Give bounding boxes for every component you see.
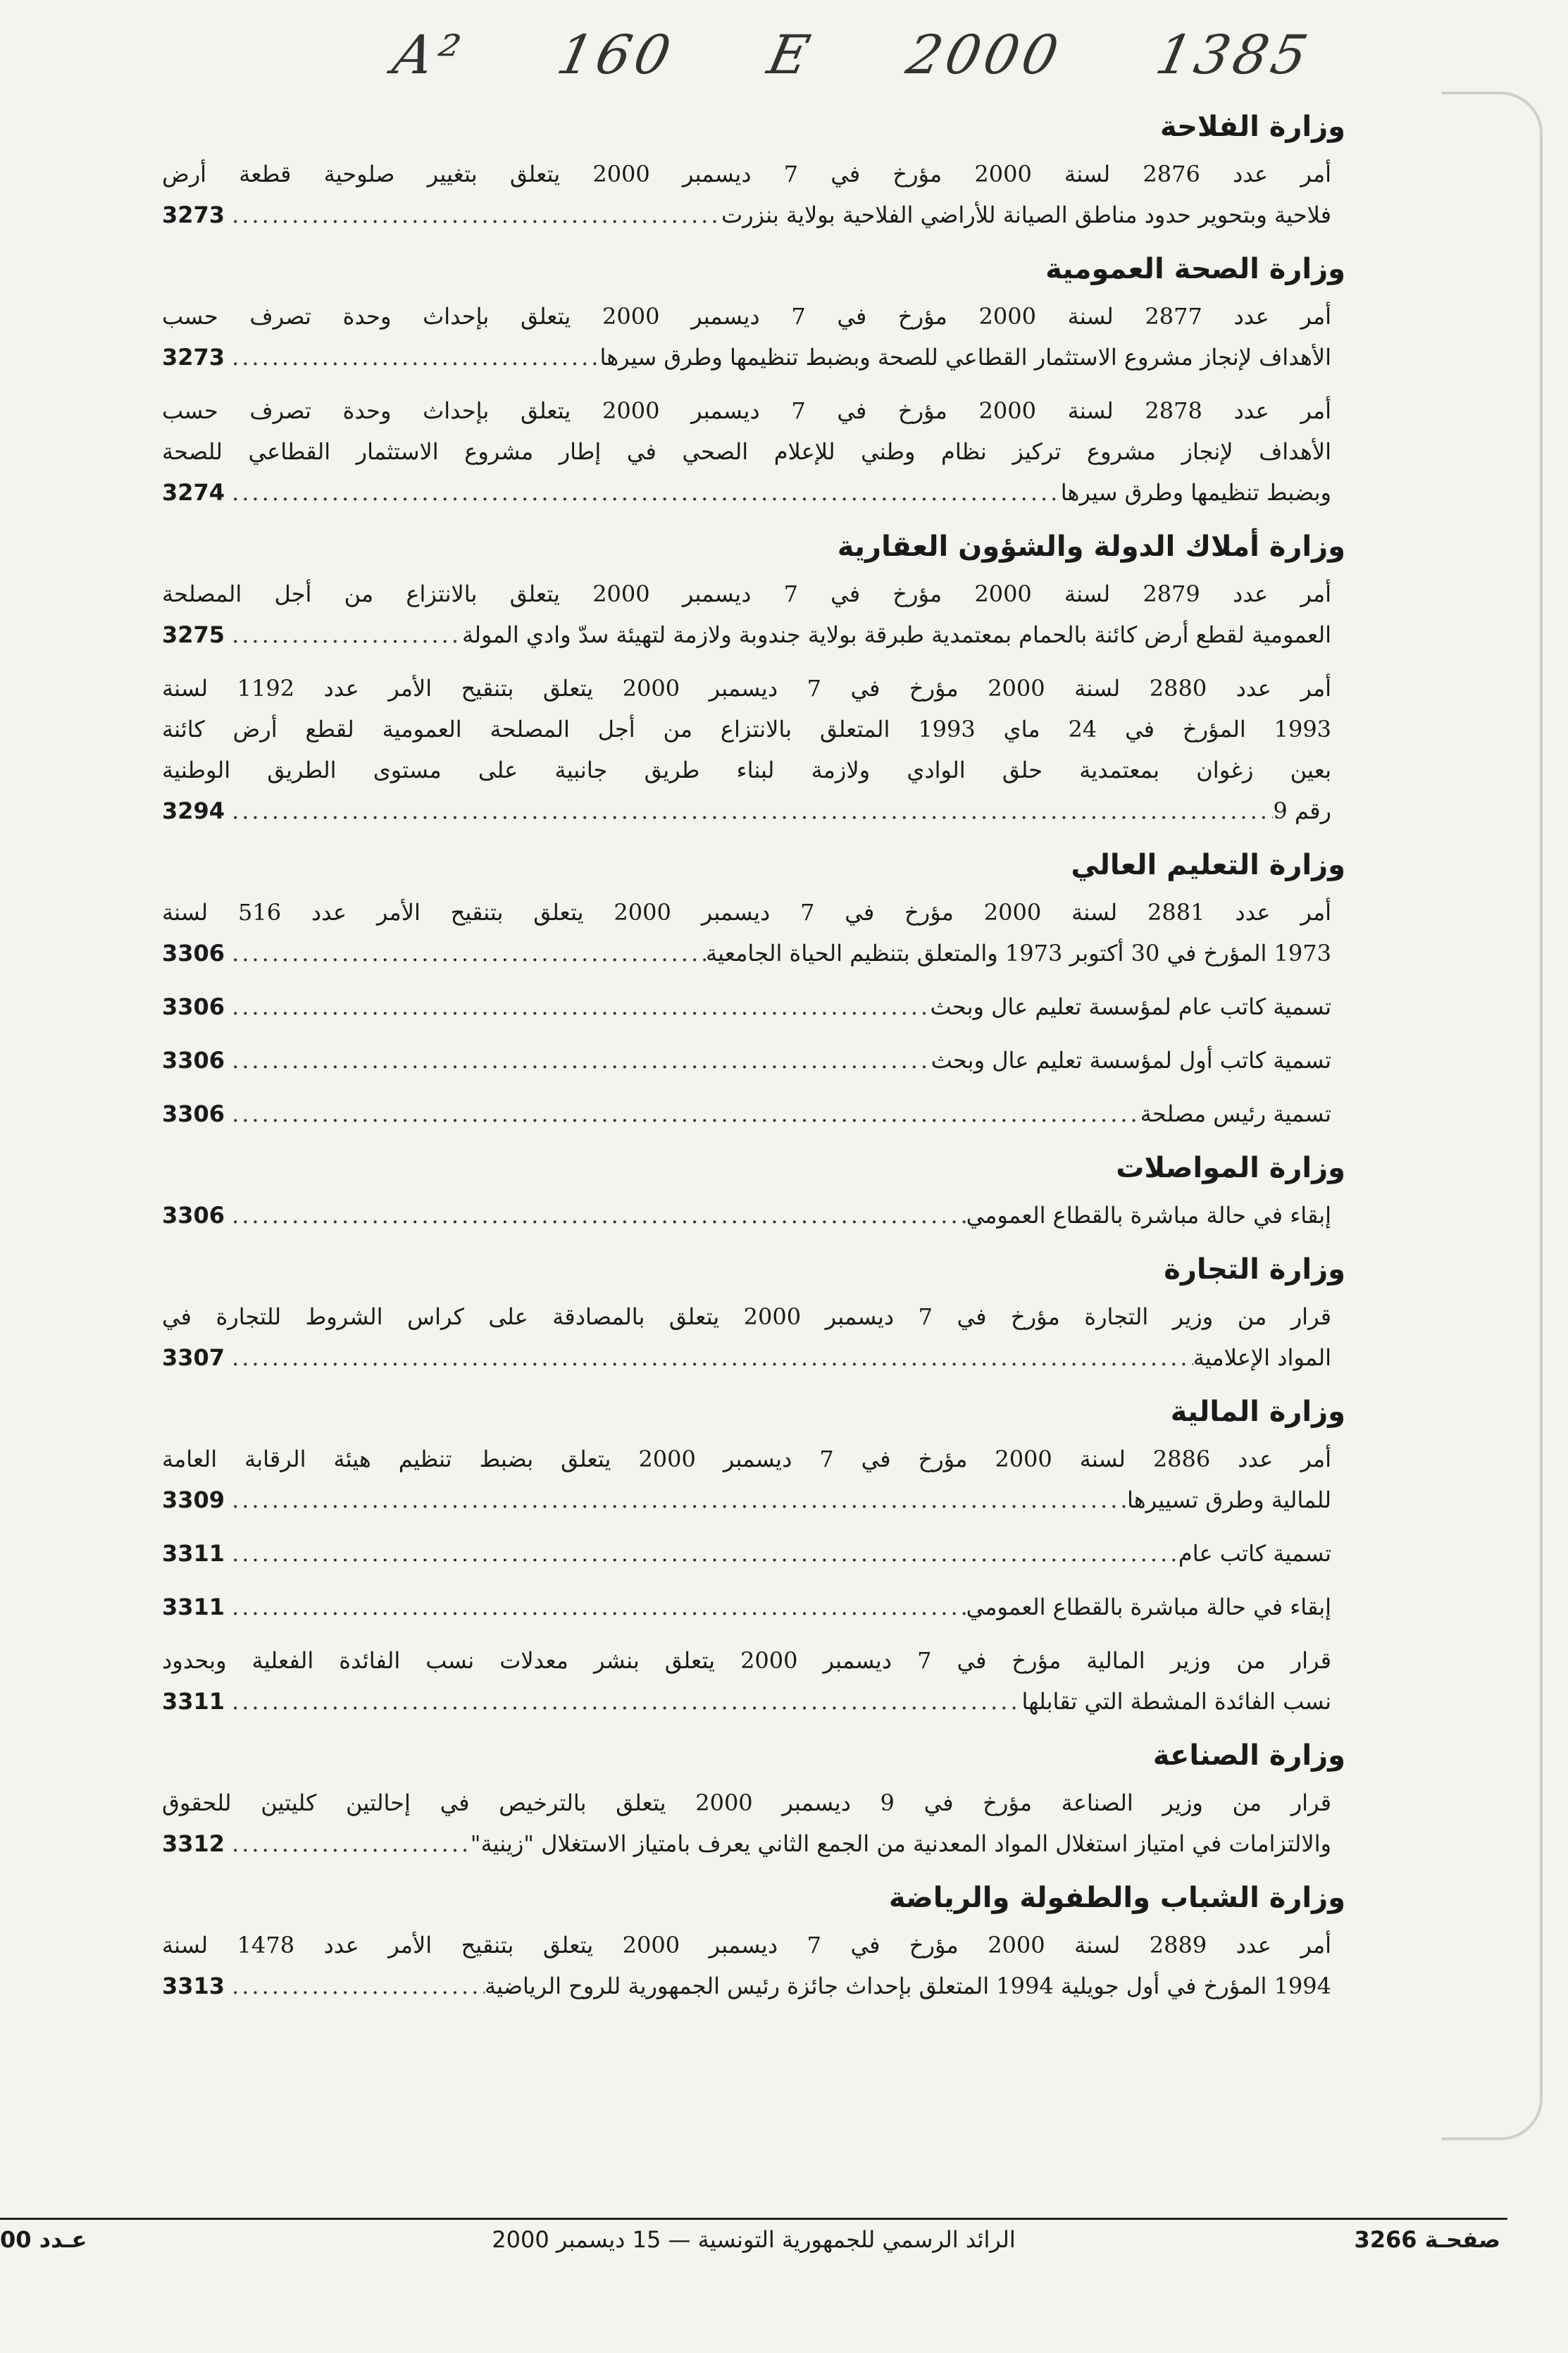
ministry-heading: وزارة المواصلات bbox=[1116, 1152, 1345, 1184]
table-of-contents bbox=[162, 106, 1345, 2019]
toc-entry bbox=[162, 390, 1331, 513]
entry-page-number: 3273 bbox=[162, 201, 225, 228]
ministry-section bbox=[162, 526, 1345, 831]
dot-leader bbox=[225, 337, 599, 378]
toc-entry bbox=[162, 668, 1331, 831]
entry-final-line bbox=[162, 1479, 1331, 1520]
entry-final-line bbox=[162, 1587, 1331, 1627]
dot-leader bbox=[225, 1195, 966, 1236]
handwritten-token: 2000 bbox=[901, 23, 1069, 86]
dot-leader bbox=[225, 1479, 1127, 1520]
entry-page-number: 3274 bbox=[162, 479, 225, 506]
entry-page-number: 3313 bbox=[162, 1973, 225, 1999]
entry-final-line bbox=[162, 986, 1331, 1027]
entry-text-line: أمر عدد 2879 لسنة 2000 مؤرخ في 7 ديسمبر 2000 يتعلق بالانتزاع من أجل المصلحة bbox=[162, 581, 1332, 607]
entry-text-line: أمر عدد 2881 لسنة 2000 مؤرخ في 7 ديسمبر 2000 يتعلق بتنقيح الأمر عدد 516 لسنة bbox=[162, 899, 1332, 926]
handwritten-token: 160 bbox=[552, 23, 680, 86]
journal-title: الرائد الرسمي للجمهورية التونسية — 15 ديسمبر 2000 bbox=[492, 2226, 1016, 2253]
handwritten-token: 1385 bbox=[1150, 23, 1317, 86]
entry-page-number: 3312 bbox=[162, 1830, 225, 1857]
toc-entry bbox=[162, 154, 1331, 235]
entry-page-number: 3311 bbox=[162, 1594, 225, 1620]
ministry-section bbox=[162, 1734, 1345, 1864]
entry-text-line: بعين زغوان بمعتمدية حلق الوادي ولازمة لبناء طريق جانبية على مستوى الطريق الوطنية bbox=[162, 757, 1332, 783]
entry-text-line: أمر عدد 2880 لسنة 2000 مؤرخ في 7 ديسمبر 2000 يتعلق بتنقيح الأمر عدد 1192 لسنة bbox=[162, 675, 1331, 702]
dot-leader bbox=[225, 194, 721, 235]
handwritten-token: E bbox=[762, 23, 819, 86]
toc-entry bbox=[162, 1782, 1331, 1864]
toc-entry bbox=[162, 1093, 1331, 1134]
ministry-heading: وزارة الشباب والطفولة والرياضة bbox=[888, 1882, 1345, 1914]
entry-text-line: أمر عدد 2876 لسنة 2000 مؤرخ في 7 ديسمبر 2000 يتعلق بتغيير صلوحية قطعة أرض bbox=[162, 161, 1332, 187]
entry-page-number: 3311 bbox=[162, 1688, 225, 1715]
ministry-section bbox=[162, 106, 1345, 235]
entry-text-line: الأهداف لإنجاز مشروع تركيز نظام وطني للإعلام الصحي في إطار مشروع الاستثمار القطاعي للصحة bbox=[162, 438, 1331, 465]
entry-page-number: 3309 bbox=[162, 1486, 225, 1513]
ministry-heading: وزارة الفلاحة bbox=[1159, 111, 1345, 143]
entry-page-number: 3294 bbox=[162, 797, 225, 824]
toc-entry bbox=[162, 296, 1331, 378]
handwritten-token: A² bbox=[387, 23, 470, 86]
ministry-section bbox=[162, 1147, 1345, 1236]
toc-entry bbox=[162, 986, 1331, 1027]
entry-final-line bbox=[162, 1093, 1331, 1134]
entry-page-number: 3306 bbox=[162, 1202, 225, 1229]
dot-leader bbox=[225, 1681, 1021, 1722]
ministry-heading: وزارة الصحة العمومية bbox=[1045, 253, 1345, 285]
dot-leader bbox=[225, 933, 706, 974]
entry-text-line: تسمية كاتب أول لمؤسسة تعليم عال وبحث bbox=[931, 1047, 1331, 1074]
toc-entry bbox=[162, 573, 1331, 655]
entry-text-line: قرار من وزير المالية مؤرخ في 7 ديسمبر 2000 يتعلق بنشر معدلات نسب الفائدة الفعلية وبحدود bbox=[162, 1647, 1332, 1674]
entry-text-line: قرار من وزير الصناعة مؤرخ في 9 ديسمبر 2000 يتعلق بالترخيص في إحالتين كليتين للحقوق bbox=[162, 1789, 1332, 1816]
entry-final-line bbox=[162, 1040, 1331, 1081]
entry-final-line bbox=[162, 1533, 1331, 1574]
entry-final-line bbox=[162, 472, 1331, 513]
issue-number: عـدد 00 bbox=[0, 2226, 87, 2253]
dot-leader bbox=[225, 1966, 485, 2006]
entry-final-line bbox=[162, 614, 1331, 655]
ministry-heading: وزارة التجارة bbox=[1164, 1253, 1345, 1286]
entry-final-line bbox=[162, 790, 1331, 831]
page-footer bbox=[0, 2226, 1507, 2268]
ministry-section bbox=[162, 844, 1345, 1134]
entry-final-line bbox=[162, 933, 1331, 974]
dot-leader bbox=[225, 1533, 1178, 1574]
entry-text-line: والالتزامات في امتياز استغلال المواد المعدنية من الجمع الثاني يعرف بامتياز الاستغلال "زينية" bbox=[470, 1830, 1331, 1857]
toc-entry bbox=[162, 1195, 1331, 1236]
entry-final-line bbox=[162, 1681, 1331, 1722]
entry-text-line: للمالية وطرق تسييرها bbox=[1127, 1486, 1331, 1513]
entry-text-line: 1994 المؤرخ في أول جويلية 1994 المتعلق بإحداث جائزة رئيس الجمهورية للروح الرياضية bbox=[485, 1973, 1331, 1999]
entry-text-line: إبقاء في حالة مباشرة بالقطاع العمومي bbox=[966, 1594, 1331, 1620]
entry-text-line: 1973 المؤرخ في 30 أكتوبر 1973 والمتعلق بتنظيم الحياة الجامعية bbox=[705, 940, 1331, 967]
entry-final-line bbox=[162, 1337, 1331, 1378]
toc-entry bbox=[162, 892, 1331, 974]
entry-text-line: تسمية رئيس مصلحة bbox=[1140, 1100, 1331, 1127]
ministry-heading: وزارة الصناعة bbox=[1152, 1739, 1345, 1772]
entry-text-line: إبقاء في حالة مباشرة بالقطاع العمومي bbox=[966, 1202, 1331, 1229]
dot-leader bbox=[225, 986, 930, 1027]
entry-page-number: 3275 bbox=[162, 621, 225, 648]
entry-text-line: المواد الإعلامية bbox=[1193, 1344, 1331, 1371]
entry-final-line bbox=[162, 194, 1331, 235]
entry-text-line: تسمية كاتب عام bbox=[1178, 1540, 1331, 1567]
entry-text-line: أمر عدد 2889 لسنة 2000 مؤرخ في 7 ديسمبر 2000 يتعلق بتنقيح الأمر عدد 1478 لسنة bbox=[162, 1932, 1331, 1958]
footer-rule bbox=[0, 2218, 1507, 2220]
toc-entry bbox=[162, 1296, 1331, 1378]
entry-text-line: 1993 المؤرخ في 24 ماي 1993 المتعلق بالانتزاع من أجل المصلحة العمومية لقطع أرض كائنة bbox=[162, 716, 1332, 743]
entry-page-number: 3306 bbox=[162, 1047, 225, 1074]
entry-text-line: وبضبط تنظيمها وطرق سيرها bbox=[1060, 479, 1331, 506]
entry-text-line: أمر عدد 2878 لسنة 2000 مؤرخ في 7 ديسمبر 2000 يتعلق بإحداث وحدة تصرف حسب bbox=[162, 397, 1332, 424]
entry-final-line bbox=[162, 1823, 1331, 1864]
entry-text-line: العمومية لقطع أرض كائنة بالحمام بمعتمدية طبرقة بولاية جندوبة ولازمة لتهيئة سدّ وادي المولة bbox=[462, 621, 1331, 648]
ministry-section bbox=[162, 1877, 1345, 2006]
dot-leader bbox=[225, 1823, 471, 1864]
entry-text-line: أمر عدد 2886 لسنة 2000 مؤرخ في 7 ديسمبر 2000 يتعلق بضبط تنظيم هيئة الرقابة العامة bbox=[162, 1446, 1332, 1472]
ministry-heading: وزارة أملاك الدولة والشؤون العقارية bbox=[837, 530, 1345, 563]
bleed-through-frame bbox=[1441, 92, 1543, 2140]
entry-text-line: رقم 9 bbox=[1273, 797, 1331, 824]
entry-page-number: 3306 bbox=[162, 1100, 225, 1127]
page-number: صفحـة 3266 bbox=[1354, 2226, 1500, 2253]
ministry-section bbox=[162, 248, 1345, 513]
ministry-section bbox=[162, 1248, 1345, 1378]
entry-text-line: قرار من وزير التجارة مؤرخ في 7 ديسمبر 2000 يتعلق بالمصادقة على كراس الشروط للتجارة في bbox=[162, 1303, 1332, 1330]
entry-text-line: تسمية كاتب عام لمؤسسة تعليم عال وبحث bbox=[930, 993, 1331, 1020]
toc-entry bbox=[162, 1587, 1331, 1627]
entry-text-line: نسب الفائدة المشطة التي تقابلها bbox=[1021, 1688, 1331, 1715]
entry-page-number: 3306 bbox=[162, 940, 225, 967]
dot-leader bbox=[225, 1040, 931, 1081]
entry-text-line: الأهداف لإنجاز مشروع الاستثمار القطاعي للصحة وبضبط تنظيمها وطرق سيرها bbox=[599, 344, 1331, 371]
ministry-section bbox=[162, 1391, 1345, 1722]
entry-page-number: 3311 bbox=[162, 1540, 225, 1567]
toc-entry bbox=[162, 1040, 1331, 1081]
toc-entry bbox=[162, 1533, 1331, 1574]
toc-entry bbox=[162, 1439, 1331, 1520]
dot-leader bbox=[225, 472, 1061, 513]
toc-entry bbox=[162, 1925, 1331, 2006]
handwritten-annotation bbox=[387, 15, 1317, 93]
entry-final-line bbox=[162, 1966, 1331, 2006]
dot-leader bbox=[225, 1587, 966, 1627]
entry-final-line bbox=[162, 1195, 1331, 1236]
ministry-heading: وزارة التعليم العالي bbox=[1071, 849, 1345, 881]
ministry-heading: وزارة المالية bbox=[1170, 1396, 1345, 1428]
toc-entry bbox=[162, 1640, 1331, 1722]
dot-leader bbox=[225, 1337, 1193, 1378]
entry-text-line: فلاحية وبتحوير حدود مناطق الصيانة للأراضي الفلاحية بولاية بنزرت bbox=[721, 201, 1331, 228]
entry-final-line bbox=[162, 337, 1331, 378]
entry-text-line: أمر عدد 2877 لسنة 2000 مؤرخ في 7 ديسمبر 2000 يتعلق بإحداث وحدة تصرف حسب bbox=[162, 303, 1332, 330]
entry-page-number: 3306 bbox=[162, 993, 225, 1020]
dot-leader bbox=[225, 614, 462, 655]
entry-page-number: 3273 bbox=[162, 344, 225, 371]
dot-leader bbox=[225, 1093, 1140, 1134]
entry-page-number: 3307 bbox=[162, 1344, 225, 1371]
dot-leader bbox=[225, 790, 1273, 831]
